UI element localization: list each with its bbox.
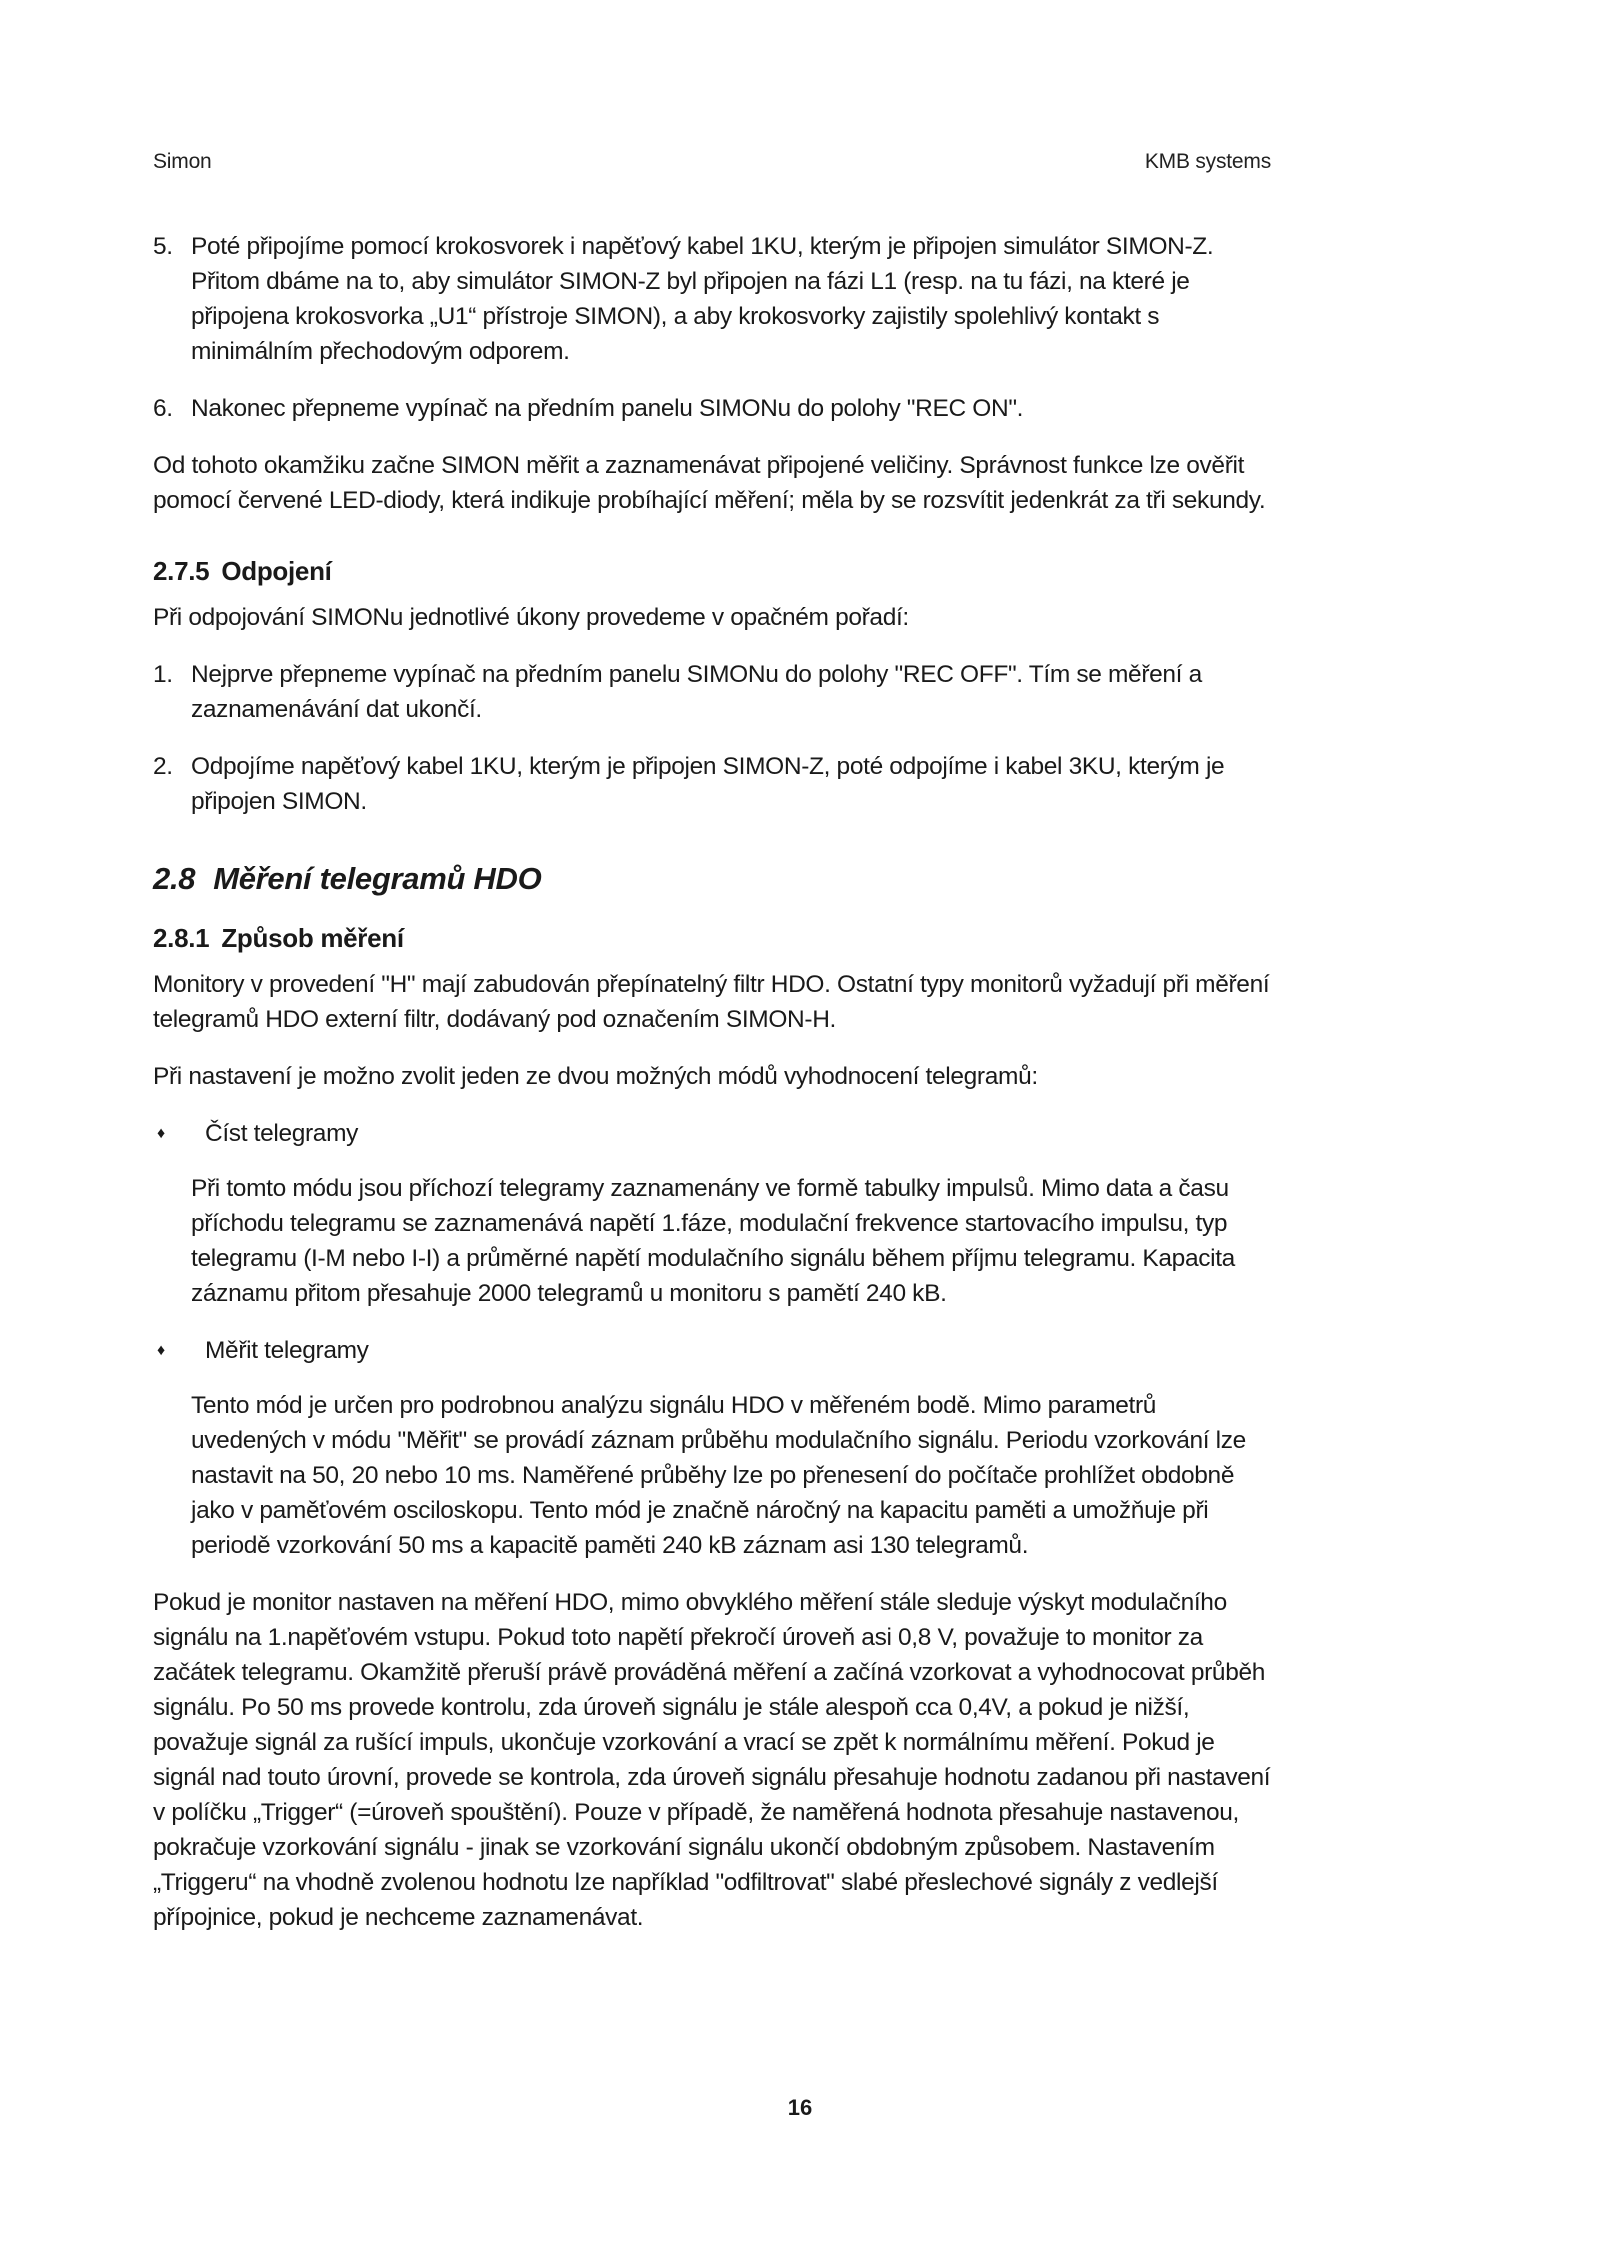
page-header: [153, 150, 1271, 174]
section-number: 2.7.5: [153, 556, 210, 586]
list-item-text: Nejprve přepneme vypínač na předním panelu SIMONu do polohy "REC OFF". Tím se měření a zaznamenávání dat ukončí.: [191, 661, 1202, 723]
list-item: [153, 391, 1271, 426]
section-title: Měření telegramů HDO: [213, 861, 542, 896]
list-item: [153, 229, 1271, 369]
list-item-number: 6.: [153, 395, 173, 422]
list-item-number: 1.: [153, 661, 173, 688]
paragraph-recording: Od tohoto okamžiku začne SIMON měřit a zaznamenávat připojené veličiny. Správnost funkce lze ověřit pomocí červené LED-diody, která indikuje probíhající měření; měla by se rozsvítit jedenkrát za tři sekundy.: [153, 452, 1266, 514]
list-item-text: Poté připojíme pomocí krokosvorek i napěťový kabel 1KU, kterým je připojen simulátor SIMON-Z. Přitom dbáme na to, aby simulátor SIMON-Z byl připojen na fázi L1 (resp. na tu fázi, na které je připojena krokosvorka „U1“ přístroje SIMON), a aby krokosvorky zajistily spolehlivý kontakt s minimálním přechodovým odporem.: [191, 233, 1214, 365]
paragraph-nastaveni: Při nastavení je možno zvolit jeden ze dvou možných módů vyhodnocení telegramů:: [153, 1063, 1038, 1090]
paragraph-monitory: Monitory v provedení "H" mají zabudován přepínatelný filtr HDO. Ostatní typy monitorů vyžadují při měření telegramů HDO externí filtr, dodávaný pod označením SIMON-H.: [153, 971, 1270, 1033]
bullet-description: Tento mód je určen pro podrobnou analýzu signálu HDO v měřeném bodě. Mimo parametrů uvedených v módu "Měřit" se provádí záznam průběhu modulačního signálu. Periodu vzorkování lze nastavit na 50, 20 nebo 10 ms. Naměřené průběhy lze po přenesení do počítače prohlížet obdobně jako v paměťovém osciloskopu. Tento mód je značně náročný na kapacitu paměti a umožňuje při periodě vzorkování 50 ms a kapacitě paměti 240 kB záznam asi 130 telegramů.: [191, 1392, 1246, 1559]
header-right: KMB systems: [1144, 150, 1271, 173]
section-heading-2-8: [153, 859, 1271, 899]
section-title: Způsob měření: [221, 923, 404, 953]
list-item: [153, 657, 1271, 727]
section-heading-2-7-5: [153, 554, 1271, 588]
page-number: 16: [787, 2095, 813, 2120]
list-item-text: Nakonec přepneme vypínač na předním panelu SIMONu do polohy "REC ON".: [191, 395, 1024, 422]
bullet-description: Při tomto módu jsou příchozí telegramy zaznamenány ve formě tabulky impulsů. Mimo data a času příchodu telegramu se zaznamenává napětí 1.fáze, modulační frekvence startovacího impulsu, typ telegramu (I-M nebo I-I) a průměrné napětí modulačního signálu během příjmu telegramu. Kapacita záznamu přitom přesahuje 2000 telegramů u monitoru s pamětí 240 kB.: [191, 1175, 1235, 1307]
bullet-label: Měřit telegramy: [205, 1337, 369, 1364]
document-page: [153, 150, 1271, 1957]
list-item-number: 2.: [153, 753, 173, 780]
bullet-item: [153, 1333, 1271, 1368]
paragraph-odpojeni: Při odpojování SIMONu jednotlivé úkony provedeme v opačném pořadí:: [153, 604, 909, 631]
page-content: [153, 229, 1271, 1935]
diamond-bullet-icon: ♦: [157, 1125, 165, 1142]
list-item: [153, 749, 1271, 819]
list-item-number: 5.: [153, 233, 173, 260]
section-title: Odpojení: [221, 556, 332, 586]
list-item-text: Odpojíme napěťový kabel 1KU, kterým je připojen SIMON-Z, poté odpojíme i kabel 3KU, kterým je připojen SIMON.: [191, 753, 1225, 815]
diamond-bullet-icon: ♦: [157, 1342, 165, 1359]
paragraph-final: Pokud je monitor nastaven na měření HDO, mimo obvyklého měření stále sleduje výskyt modulačního signálu na 1.napěťovém vstupu. Pokud toto napětí překročí úroveň asi 0,8 V, považuje to monitor za začátek telegramu. Okamžitě přeruší právě prováděná měření a začíná vzorkovat a vyhodnocovat průběh signálu. Po 50 ms provede kontrolu, zda úroveň signálu je stále alespoň cca 0,4V, a pokud je nižší, považuje signál za rušící impuls, ukončuje vzorkování a vrací se zpět k normálnímu měření. Pokud je signál nad touto úrovní, provede se kontrola, zda úroveň signálu přesahuje hodnotu zadanou při nastavení v políčku „Trigger“ (=úroveň spouštění). Pouze v případě, že naměřená hodnota přesahuje nastavenou, pokračuje vzorkování signálu - jinak se vzorkování signálu ukončí obdobným způsobem. Nastavením „Triggeru“ na vhodně zvolenou hodnotu lze například "odfiltrovat" slabé přeslechové signály z vedlejší přípojnice, pokud je nechceme zaznamenávat.: [153, 1589, 1271, 1931]
section-heading-2-8-1: [153, 921, 1271, 955]
section-number: 2.8: [153, 861, 196, 896]
header-left: Simon: [153, 150, 212, 173]
bullet-label: Číst telegramy: [205, 1120, 359, 1147]
bullet-item: [153, 1116, 1271, 1151]
section-number: 2.8.1: [153, 923, 210, 953]
